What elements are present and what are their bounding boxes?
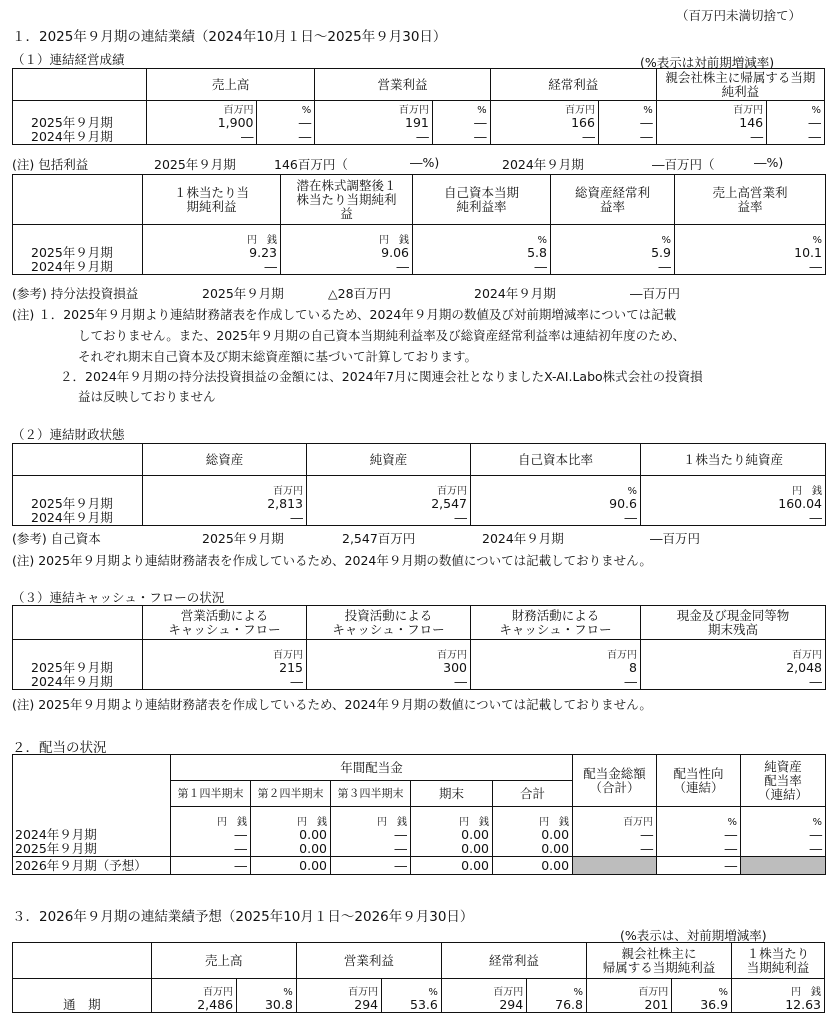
header-fc-net-profit: 親会社株主に 帰属する当期純利益 [586,943,731,979]
header-total-dividend: 配当金総額 （合計） [573,755,657,807]
cell-cash-balance: 百万円 2,048 ― [641,640,826,690]
header-eps: １株当たり当期純利益 [143,175,281,225]
cell-bps: 円 銭 160.04 ― [641,476,826,526]
cell-year-end: 円 銭 0.00 0.00 [411,807,493,857]
header-q2: 第２四半期末 [251,781,331,807]
cell-fc-net-sales-pct: % 30.8 [237,979,297,1013]
cell-q1-forecast: ― [171,857,251,875]
forecast-pct-note: (%表示は、対前期増減率) [620,928,767,943]
cell-operating-profit: 百万円 191 ― [315,101,433,145]
cell-total-forecast: 0.00 [493,857,573,875]
note-1-line2: しておりません。また、2025年９月期の自己資本当期純利益率及び総資産経常利益率は連結初年度のため、 [78,328,686,343]
cash-flow-table [12,605,826,690]
row-label-full-year: 通 期 [13,979,152,1013]
cell-q3: 円 銭 ― ― [331,807,411,857]
cell-roe: % 5.8 ― [413,225,551,275]
header-cash-balance: 現金及び現金同等物 期末残高 [641,606,826,640]
cell-net-profit: 百万円 146 ― [656,101,766,145]
cell-total-assets: 百万円 2,813 ― [143,476,307,526]
cell-q3-forecast: ― [331,857,411,875]
cell-financing-cf: 百万円 8 ― [471,640,641,690]
header-diluted-eps: 潜在株式調整後１株当たり当期純利益 [281,175,413,225]
header-net-assets: 純資産 [307,444,471,476]
comprehensive-income-note: (注) 包括利益 2025年９月期 146百万円（ ―%) 2024年９月期 ―百万円（ ―%) [12,155,784,172]
header-total-assets: 総資産 [143,444,307,476]
header-fc-net-sales: 売上高 [151,943,296,979]
cell-doe-forecast [741,857,826,875]
header-fc-ordinary-profit: 経常利益 [441,943,586,979]
cell-operating-margin: % 10.1 ― [675,225,826,275]
header-blank [13,69,147,101]
dividends-table [12,754,826,875]
cell-fc-eps: 円 銭 12.63 [732,979,825,1013]
cell-investing-cf: 百万円 300 ― [307,640,471,690]
cell-fc-net-sales: 百万円 2,486 [151,979,236,1013]
row-labels-1 [13,101,147,145]
header-blank [13,606,143,640]
row-labels-3: 2025年９月期 2024年９月期 [13,476,143,526]
financial-position-note: (注) 2025年９月期より連結財務諸表を作成しているため、2024年９月期の数値については記載しておりません。 [12,553,652,568]
cell-payout-ratio-forecast: ― [657,857,741,875]
note-1-line1: (注) １．2025年９月期より連結財務諸表を作成しているため、2024年９月期の数値及び対前期増減率については記載 [12,307,677,322]
row-labels-4: 2025年９月期 2024年９月期 [13,640,143,690]
per-share-table [12,174,826,275]
cell-ordinary-profit: 百万円 166 ― [490,101,598,145]
cell-fc-operating-profit-pct: % 53.6 [382,979,442,1013]
financial-position-table [12,443,826,526]
header-year-end: 期末 [411,781,493,807]
cell-operating-cf: 百万円 215 ― [143,640,307,690]
cell-fc-ordinary-profit-pct: % 76.8 [527,979,587,1013]
cell-equity-ratio: % 90.6 ― [471,476,641,526]
financial-position-title: （２）連結財政状態 [12,427,125,442]
cell-operating-profit-pct: % ― ― [432,101,490,145]
cell-total-dividend-forecast [573,857,657,875]
row-label-2025: 2025年９月期 [31,115,113,130]
cell-year-end-forecast: 0.00 [411,857,493,875]
section1-title: １．2025年９月期の連結業績（2024年10月１日～2025年９月30日） [12,29,447,45]
cell-net-sales: 百万円 1,900 ― [147,101,257,145]
header-blank [13,943,152,979]
header-payout-ratio: 配当性向 （連結） [657,755,741,807]
header-roa: 総資産経常利益率 [551,175,675,225]
cell-net-assets: 百万円 2,547 ― [307,476,471,526]
cell-fc-net-profit-pct: % 36.9 [672,979,732,1013]
header-total: 合計 [493,781,573,807]
row-label-forecast: 2026年９月期（予想） [13,857,171,875]
header-operating-profit: 営業利益 [315,69,490,101]
row-label-2024: 2024年９月期 [31,129,113,144]
header-ordinary-profit: 経常利益 [490,69,656,101]
header-blank [13,755,171,807]
cell-doe: % ― ― [741,807,826,857]
forecast-table [12,942,825,1013]
cell-ordinary-profit-pct: % ― ― [598,101,656,145]
header-fc-operating-profit: 営業利益 [296,943,441,979]
header-doe: 純資産 配当率 （連結） [741,755,826,807]
equity-method-note: (参考) 持分法投資損益 2025年９月期 △28百万円 2024年９月期 ―百万円 [12,286,681,301]
equity-reference-note: (参考) 自己資本 2025年９月期 2,547百万円 2024年９月期 ―百万円 [12,531,701,546]
note-2-line2: 益は反映しておりません [78,389,216,404]
header-bps: １株当たり純資産 [641,444,826,476]
cash-flow-title: （３）連結キャッシュ・フローの状況 [12,590,225,605]
header-financing-cf: 財務活動による キャッシュ・フロー [471,606,641,640]
dividends-title: ２．配当の状況 [12,740,107,756]
header-q1: 第１四半期末 [171,781,251,807]
cell-payout-ratio: % ― ― [657,807,741,857]
note-1-line3: それぞれ期末自己資本及び期末総資産額に基づいて計算しております。 [78,349,478,364]
forecast-title: ３．2026年９月期の連結業績予想（2025年10月１日～2026年９月30日） [12,909,474,925]
row-labels-5: 2024年９月期 2025年９月期 [13,807,171,857]
cell-total: 円 銭 0.00 0.00 [493,807,573,857]
cell-diluted-eps: 円 銭 9.06 ― [281,225,413,275]
header-annual-dividend: 年間配当金 [171,755,573,781]
header-blank [13,444,143,476]
cell-fc-ordinary-profit: 百万円 294 [441,979,526,1013]
header-blank [13,175,143,225]
cash-flow-note: (注) 2025年９月期より連結財務諸表を作成しているため、2024年９月期の数値については記載しておりません。 [12,697,652,712]
header-net-sales: 売上高 [147,69,315,101]
header-equity-ratio: 自己資本比率 [471,444,641,476]
cell-q1: 円 銭 ― ― [171,807,251,857]
cell-fc-net-profit: 百万円 201 [586,979,671,1013]
pct-note: (%表示は対前期増減率) [640,55,775,70]
header-fc-eps: １株当たり 当期純利益 [732,943,825,979]
operating-results-table [12,68,825,145]
cell-eps: 円 銭 9.23 ― [143,225,281,275]
row-labels-2: 2025年９月期 2024年９月期 [13,225,143,275]
cell-roa: % 5.9 ― [551,225,675,275]
cell-total-dividend: 百万円 ― ― [573,807,657,857]
cell-fc-operating-profit: 百万円 294 [296,979,381,1013]
header-operating-cf: 営業活動による キャッシュ・フロー [143,606,307,640]
header-operating-margin: 売上高営業利益率 [675,175,826,225]
header-roe: 自己資本当期純利益率 [413,175,551,225]
unit-note: （百万円未満切捨て） [676,8,802,23]
cell-q2-forecast: 0.00 [251,857,331,875]
header-q3: 第３四半期末 [331,781,411,807]
cell-net-sales-pct: % ― ― [257,101,315,145]
header-net-profit: 親会社株主に帰属する当期純利益 [656,69,824,101]
cell-q2: 円 銭 0.00 0.00 [251,807,331,857]
cell-net-profit-pct: % ― ― [767,101,825,145]
header-investing-cf: 投資活動による キャッシュ・フロー [307,606,471,640]
subsection-operating-results-title: （１）連結経営成績 [12,52,125,67]
unit-million-yen: 百万円 [223,105,254,116]
note-2-line1: ２．2024年９月期の持分法投資損益の金額には、2024年7月に関連会社となりましたX-AI.Labo株式会社の投資損 [60,369,703,384]
